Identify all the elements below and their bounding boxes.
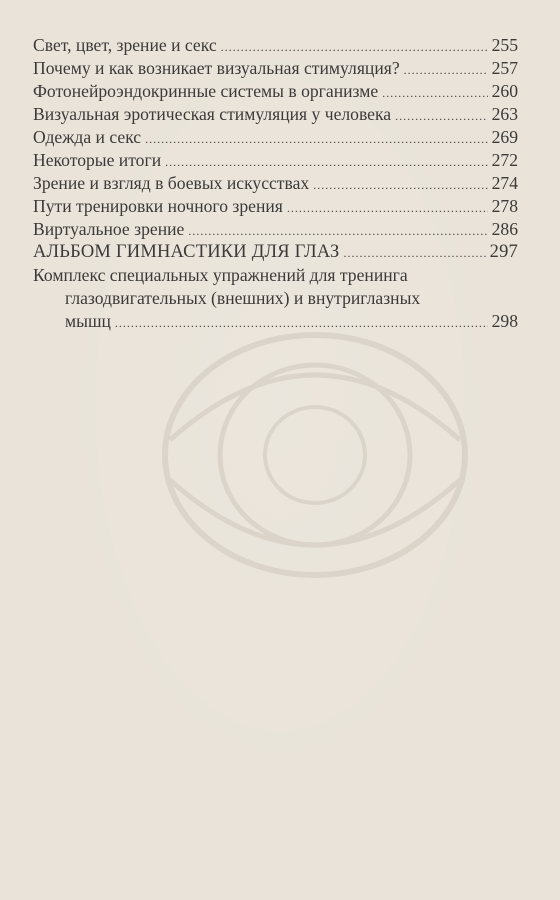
toc-entry[interactable] xyxy=(33,149,518,172)
toc-entry-page: 257 xyxy=(491,58,518,78)
dot-leader xyxy=(395,105,488,128)
toc-entry-title: Пути тренировки ночного зрения xyxy=(33,196,283,216)
toc-entry-page: 274 xyxy=(491,173,518,193)
dot-leader xyxy=(221,36,488,59)
toc-entry[interactable] xyxy=(33,195,518,218)
section-title: АЛЬБОМ ГИМНАСТИКИ ДЛЯ ГЛАЗ xyxy=(33,242,340,262)
toc-entry[interactable] xyxy=(33,172,518,195)
toc-entry[interactable] xyxy=(33,34,518,57)
toc-entry-title: Зрение и взгляд в боевых искусствах xyxy=(33,173,310,193)
toc-entry-title: Фотонейроэндокринные системы в организме xyxy=(33,81,379,101)
toc-entry-page: 260 xyxy=(491,81,518,101)
dot-leader xyxy=(313,174,487,197)
toc-entry-page: 278 xyxy=(491,196,518,216)
toc-entry-page: 263 xyxy=(491,104,518,124)
dot-leader xyxy=(188,220,487,243)
toc-entry[interactable] xyxy=(33,80,518,103)
toc-entry-title: Виртуальное зрение xyxy=(33,219,185,239)
dot-leader xyxy=(382,82,487,105)
toc-entry-title: Свет, цвет, зрение и секс xyxy=(33,35,217,55)
table-of-contents xyxy=(33,34,518,333)
section-page: 297 xyxy=(489,242,518,262)
toc-entry-title: Некоторые итоги xyxy=(33,150,162,170)
toc-entry-multiline[interactable] xyxy=(33,264,518,333)
toc-entry-title-line-2: глазодвигательных (внешних) и внутриглазных xyxy=(65,288,421,308)
toc-entry-title: Почему и как возникает визуальная стимуляция? xyxy=(33,58,400,78)
toc-entry[interactable] xyxy=(33,57,518,80)
toc-entry[interactable] xyxy=(33,126,518,149)
toc-entry-page: 272 xyxy=(491,150,518,170)
toc-entry-page: 286 xyxy=(491,219,518,239)
toc-entry-title: Визуальная эротическая стимуляция у человека xyxy=(33,104,392,124)
dot-leader xyxy=(404,59,488,82)
dot-leader xyxy=(115,312,488,335)
toc-entry-title: Одежда и секс xyxy=(33,127,142,147)
toc-entry[interactable] xyxy=(33,218,518,241)
toc-entry-page: 255 xyxy=(491,35,518,55)
toc-entry-title-line-3-row xyxy=(33,310,518,333)
toc-section-heading[interactable] xyxy=(33,241,518,264)
dot-leader xyxy=(165,151,487,174)
toc-entry-title-line-3: мышц xyxy=(65,311,111,331)
dot-leader xyxy=(287,197,488,220)
dot-leader xyxy=(145,128,487,151)
toc-entry-page: 269 xyxy=(491,127,518,147)
toc-entry-title-line-1: Комплекс специальных упражнений для тренинга xyxy=(33,265,408,285)
eye-illustration-watermark xyxy=(150,290,480,620)
toc-entry[interactable] xyxy=(33,103,518,126)
toc-entry-page: 298 xyxy=(491,311,518,331)
dot-leader xyxy=(343,242,485,265)
